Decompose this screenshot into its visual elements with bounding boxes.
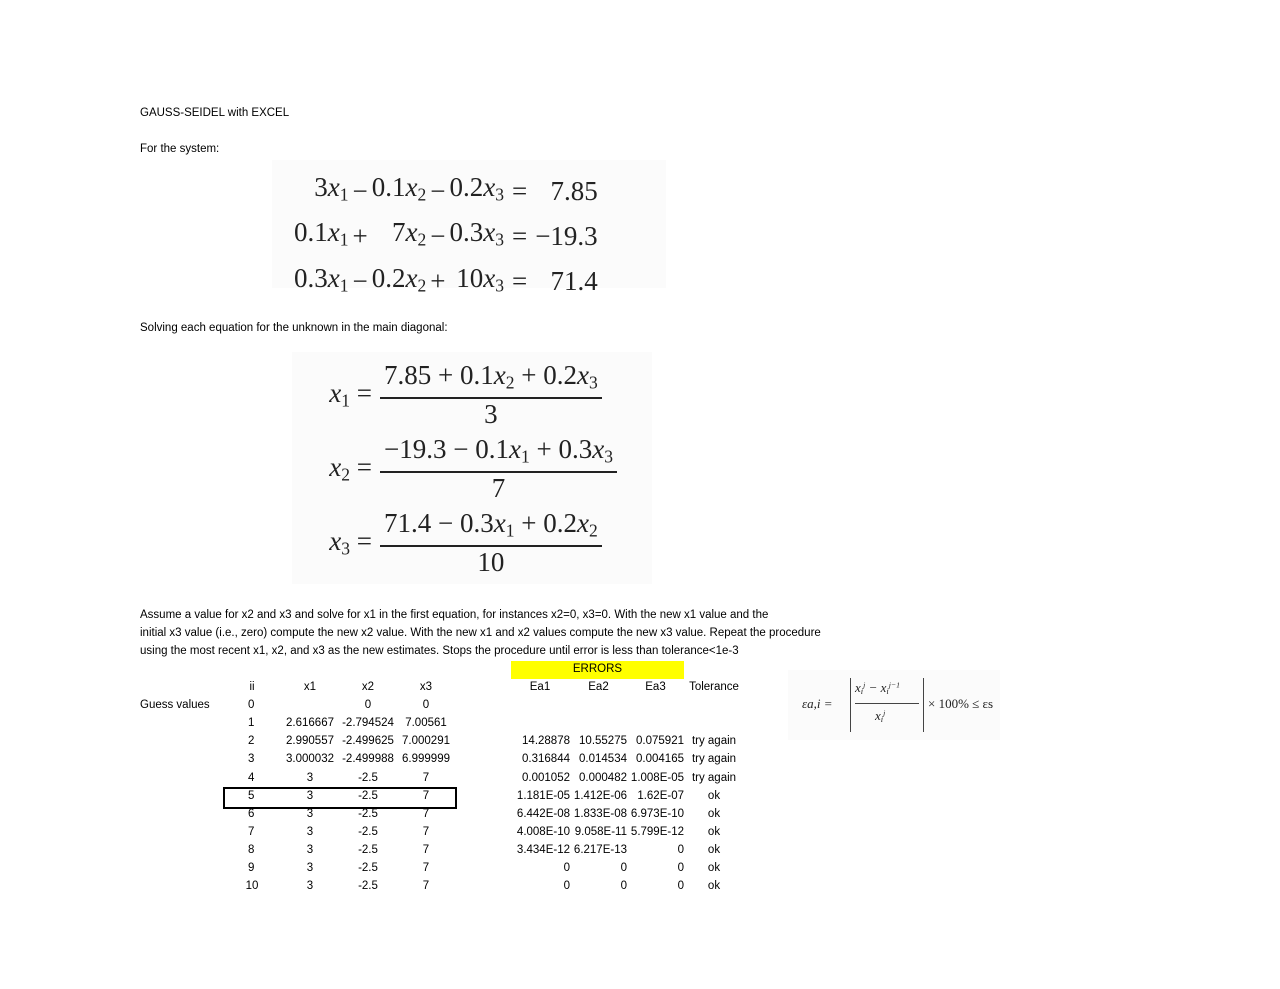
cell-ii-row-9: 9 — [248, 862, 255, 874]
cell-ii-row-2: 2 — [248, 735, 255, 747]
cell-ea1-row-9: 0 — [563, 862, 570, 874]
system-equation-1: $3x_1$ − $0.1x_2$ − $0.2x_3$ = 7.85 — [314, 172, 598, 206]
cell-ea1-row-7: 4.008E-10 — [516, 826, 570, 838]
cell-tol-row-6: ok — [707, 808, 721, 820]
cell-x2-row-7: -2.5 — [358, 826, 378, 838]
cell-x1-row-9: 3 — [306, 862, 314, 874]
cell-ea3-row-6: 6.973E-10 — [630, 808, 684, 820]
header-x1: x1 — [303, 681, 317, 693]
cell-x2-row-1: -2.794524 — [342, 717, 394, 729]
cell-ii-row-8: 8 — [248, 844, 255, 856]
cell-ea1-row-8: 3.434E-12 — [516, 844, 570, 856]
cell-x2-row-5: -2.5 — [358, 790, 378, 802]
converged-row-highlight — [223, 787, 457, 809]
cell-ea2-row-3: 0.014534 — [579, 753, 627, 765]
instructions-line-2: initial x3 value (i.e., zero) compute the new x2 value. With the new x1 and x2 values compute the new x3 value. Repeat the procedure — [140, 627, 821, 639]
cell-ea2-row-7: 9.058E-11 — [574, 826, 627, 838]
error-formula-denominator: $x_i^j$ — [875, 708, 886, 725]
fraction-bar — [855, 703, 919, 704]
cell-ea3-row-3: 0.004165 — [636, 753, 684, 765]
cell-ea1-row-2: 14.28878 — [522, 735, 570, 747]
cell-x1-row-3: 3.000032 — [286, 753, 334, 765]
cell-tol-row-3: try again — [691, 753, 737, 765]
cell-tol-row-10: ok — [707, 880, 721, 892]
diagonal-equations-image — [292, 352, 652, 584]
error-formula-rhs: × 100% ≤ εs — [928, 696, 994, 711]
cell-tol-row-7: ok — [707, 826, 721, 838]
error-formula-numerator: $x_i^j - x_i^{j-1}$ — [855, 680, 901, 697]
system-equation-2: $0.1x_1$ + $7x_2$ − $0.3x_3$ = −19.3 — [294, 217, 598, 252]
cell-ea2-row-8: 6.217E-13 — [573, 844, 627, 856]
cell-ea2-row-2: 10.55275 — [579, 735, 627, 747]
cell-x2-row-8: -2.5 — [358, 844, 378, 856]
system-equations-image — [272, 160, 666, 297]
abs-bars — [850, 678, 924, 732]
cell-x2-row-4: -2.5 — [358, 772, 378, 784]
cell-tol-row-4: try again — [691, 772, 737, 784]
cell-ea3-row-10: 0 — [677, 880, 684, 892]
cell-ea3-row-7: 5.799E-12 — [630, 826, 684, 838]
cell-ii-row-4: 4 — [248, 772, 255, 784]
header-ea3: Ea3 — [645, 681, 666, 693]
cell-ea2-row-10: 0 — [620, 880, 627, 892]
cell-ea1-row-10: 0 — [563, 880, 570, 892]
cell-x3-row-0: 0 — [422, 699, 430, 711]
cell-x1-row-8: 3 — [306, 844, 314, 856]
cell-x3-row-8: 7 — [422, 844, 430, 856]
solving-label: Solving each equation for the unknown in the main diagonal: — [140, 322, 448, 334]
cell-x3-row-4: 7 — [422, 772, 430, 784]
cell-ii-row-5: 5 — [248, 790, 255, 802]
header-tol: Tolerance — [689, 681, 739, 693]
cell-x1-row-6: 3 — [306, 808, 314, 820]
cell-x3-row-7: 7 — [422, 826, 430, 838]
cell-ea1-row-4: 0.001052 — [522, 772, 570, 784]
cell-tol-row-5: ok — [707, 790, 721, 802]
diagonal-equation-3: $x_3$ = $\frac{71.4 - 0.3x_1 + 0.2x_2}{10}$ — [292, 508, 602, 577]
cell-ea3-row-2: 0.075921 — [636, 735, 684, 747]
cell-x1-row-7: 3 — [306, 826, 314, 838]
cell-x2-row-9: -2.5 — [358, 862, 378, 874]
cell-x2-row-6: -2.5 — [358, 808, 378, 820]
instructions-line-3: using the most recent x1, x2, and x3 as the new estimates. Stops the procedure until error is less than tolerance<1e-3 — [140, 645, 739, 657]
diagonal-equation-2: $x_2$ = $\frac{-19.3 - 0.1x_1 + 0.3x_3}{7}$ — [292, 434, 617, 503]
cell-x3-row-1: 7.00561 — [405, 717, 447, 729]
cell-ea3-row-9: 0 — [677, 862, 684, 874]
cell-ea1-row-3: 0.316844 — [522, 753, 570, 765]
errors-header: ERRORS — [572, 663, 623, 675]
system-label: For the system: — [140, 143, 220, 155]
page-title: GAUSS-SEIDEL with EXCEL — [140, 107, 290, 119]
cell-tol-row-2: try again — [691, 735, 737, 747]
system-equation-3: $0.3x_1$ − $0.2x_2$ + $10x_3$ = 71.4 — [294, 262, 598, 297]
cell-x3-row-9: 7 — [422, 862, 430, 874]
cell-x1-row-10: 3 — [306, 880, 314, 892]
cell-ea1-row-6: 6.442E-08 — [516, 808, 570, 820]
cell-x3-row-3: 6.999999 — [402, 753, 450, 765]
cell-ii-row-10: 10 — [245, 880, 259, 892]
cell-ea3-row-4: 1.008E-05 — [630, 772, 684, 784]
cell-x1-row-2: 2.990557 — [286, 735, 334, 747]
error-formula-image — [788, 670, 1000, 740]
cell-ea3-row-5: 1.62E-07 — [637, 790, 684, 802]
cell-ii-row-0: 0 — [248, 699, 255, 711]
cell-x2-row-2: -2.499625 — [342, 735, 394, 747]
header-ea1: Ea1 — [529, 681, 551, 693]
cell-ii-row-1: 1 — [248, 717, 255, 729]
diagonal-equation-1: $x_1$ = $\frac{7.85 + 0.1x_2 + 0.2x_3}{3}$ — [292, 360, 602, 429]
error-formula-lhs: εa,i = — [802, 696, 833, 711]
instructions-line-1: Assume a value for x2 and x3 and solve for x1 in the first equation, for instances x2=0, x3=0. With the new x1 value and the — [140, 609, 769, 621]
cell-ea2-row-6: 1.833E-08 — [573, 808, 627, 820]
guess-values-label: Guess values — [140, 699, 210, 711]
cell-ea2-row-9: 0 — [620, 862, 627, 874]
cell-x1-row-4: 3 — [306, 772, 314, 784]
cell-tol-row-9: ok — [707, 862, 721, 874]
cell-ea2-row-5: 1.412E-06 — [573, 790, 627, 802]
header-x2: x2 — [361, 681, 375, 693]
cell-ii-row-3: 3 — [248, 753, 255, 765]
cell-ii-row-7: 7 — [248, 826, 255, 838]
cell-ii-row-6: 6 — [248, 808, 255, 820]
cell-ea1-row-5: 1.181E-05 — [516, 790, 570, 802]
header-x3: x3 — [419, 681, 433, 693]
cell-x2-row-0: 0 — [364, 699, 372, 711]
cell-x2-row-10: -2.5 — [358, 880, 378, 892]
header-ii: ii — [249, 681, 255, 693]
cell-x3-row-6: 7 — [422, 808, 430, 820]
cell-x2-row-3: -2.499988 — [342, 753, 394, 765]
cell-x3-row-2: 7.000291 — [402, 735, 450, 747]
cell-x1-row-1: 2.616667 — [286, 717, 334, 729]
cell-ea2-row-4: 0.000482 — [579, 772, 627, 784]
cell-ea3-row-8: 0 — [677, 844, 684, 856]
cell-x1-row-5: 3 — [306, 790, 314, 802]
system-equations — [292, 168, 600, 304]
cell-tol-row-8: ok — [707, 844, 721, 856]
cell-x3-row-10: 7 — [422, 880, 430, 892]
header-ea2: Ea2 — [588, 681, 609, 693]
cell-x3-row-5: 7 — [422, 790, 430, 802]
